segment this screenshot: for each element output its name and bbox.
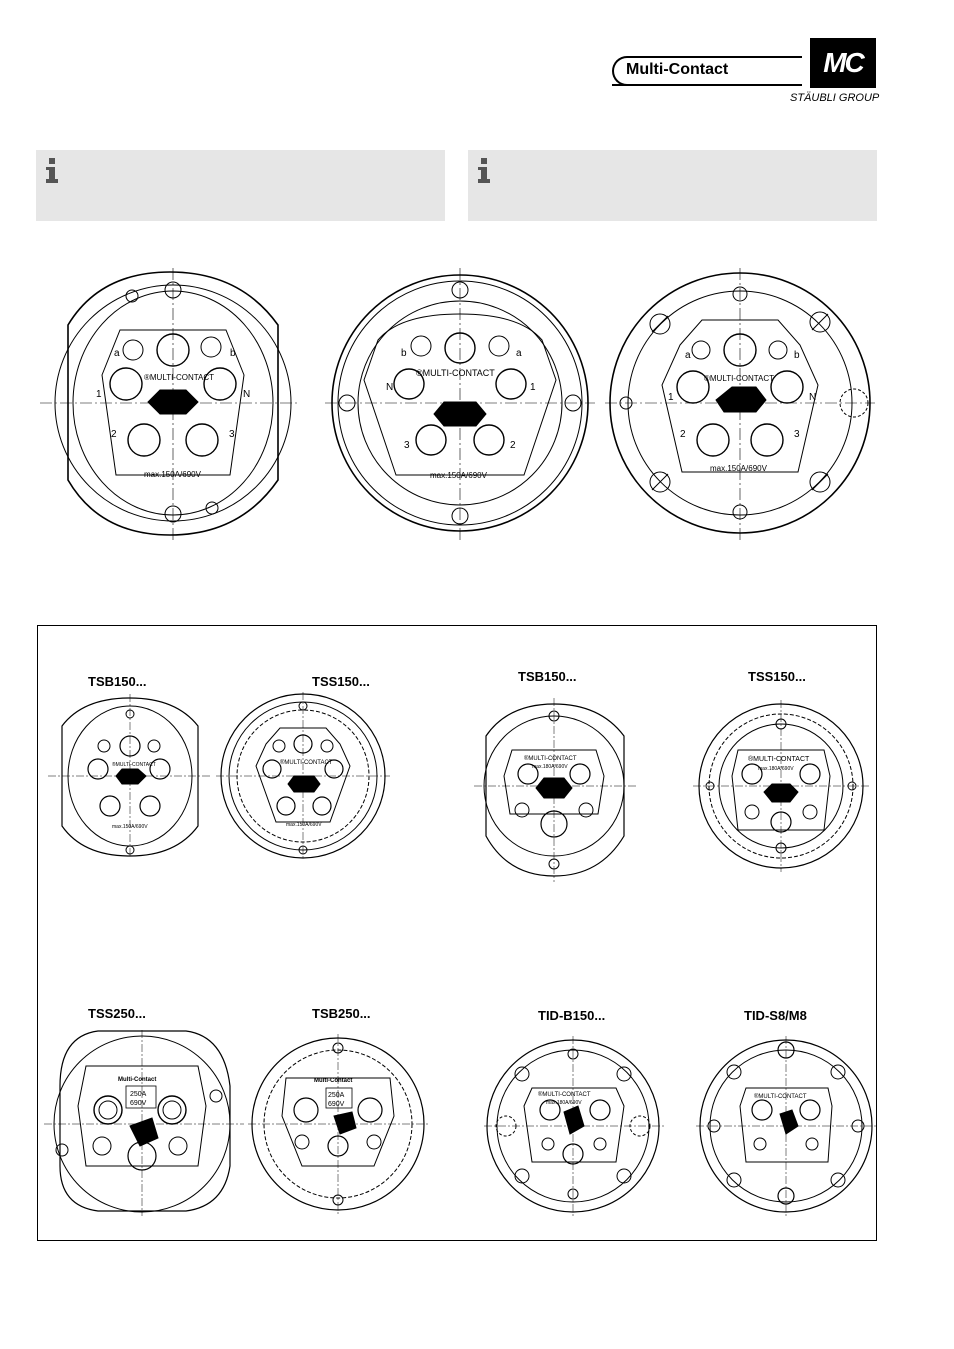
model-label-tsb250: TSB250... — [312, 1006, 371, 1021]
svg-text:690V: 690V — [130, 1100, 147, 1107]
model-label-tss250: TSS250... — [88, 1006, 146, 1021]
model-label-tsb150: TSB150... — [88, 674, 147, 689]
drawing-tss150-flange — [325, 268, 595, 540]
svg-text:max.150A/690V: max.150A/690V — [112, 824, 148, 830]
info-icon — [476, 158, 492, 184]
rating-text: max.150A/690V — [430, 471, 487, 480]
catalog-drawing-tid-b150 — [484, 1036, 664, 1216]
svg-text:690V: 690V — [328, 1101, 345, 1108]
pin-label: N — [243, 389, 251, 400]
svg-text:®MULTI-CONTACT: ®MULTI-CONTACT — [538, 1092, 591, 1098]
rating-text: max.150A/690V — [710, 464, 767, 473]
svg-text:®MULTI-CONTACT: ®MULTI-CONTACT — [524, 756, 577, 762]
pin-label: b — [230, 348, 236, 359]
catalog-drawing-tsb150-b — [474, 698, 636, 882]
svg-text:250A: 250A — [328, 1092, 345, 1099]
top-drawings — [40, 250, 920, 550]
pin-label: 2 — [111, 429, 117, 440]
pin-label: b — [401, 348, 407, 359]
model-label-tsb150-b: TSB150... — [518, 669, 577, 684]
pin-label: a — [516, 348, 522, 359]
pin-label: N — [386, 382, 394, 393]
pin-label: 1 — [668, 392, 674, 403]
svg-text:max.150A/690V: max.150A/690V — [286, 822, 322, 828]
face-text: ®MULTI-CONTACT — [144, 373, 215, 382]
pin-label: 2 — [510, 440, 516, 451]
info-icon — [44, 158, 60, 184]
model-label-tid-b150: TID-B150... — [538, 1008, 606, 1023]
brand-underline — [612, 84, 802, 86]
catalog-drawing-tsb250 — [248, 1034, 430, 1216]
catalog-drawing-tss150 — [216, 692, 390, 860]
catalog-drawings — [38, 626, 876, 1240]
catalog-drawing-tid-s8 — [696, 1036, 876, 1216]
drawing-tsb150-flange — [40, 268, 300, 540]
pin-label: 3 — [404, 440, 410, 451]
pin-label: 3 — [229, 429, 235, 440]
pin-label: N — [809, 392, 817, 403]
svg-text:Multi-Contact: Multi-Contact — [314, 1078, 353, 1084]
svg-text:®MULTI-CONTACT: ®MULTI-CONTACT — [748, 756, 810, 763]
pin-label: 2 — [680, 429, 686, 440]
catalog-drawing-tss150-b — [693, 700, 870, 872]
catalog-drawing-tsb150 — [48, 694, 210, 858]
svg-text:250A: 250A — [130, 1091, 147, 1098]
info-box-right — [468, 150, 877, 221]
svg-text:max.180A/690V: max.180A/690V — [546, 1100, 582, 1106]
svg-text:max.180A/690V: max.180A/690V — [758, 766, 794, 772]
drawing-round-flange — [605, 268, 875, 540]
svg-text:®MULTI-CONTACT: ®MULTI-CONTACT — [112, 762, 156, 768]
mc-logo: MC — [810, 38, 876, 88]
pin-label: a — [685, 350, 691, 361]
model-label-tss150: TSS150... — [312, 674, 370, 689]
brand-name: Multi-Contact — [626, 61, 729, 78]
face-text: ®MULTI-CONTACT — [704, 374, 775, 383]
face-text: ®MULTI-CONTACT — [416, 368, 495, 378]
pin-label: 1 — [530, 382, 536, 393]
model-label-tid-s8: TID-S8/M8 — [744, 1008, 807, 1023]
svg-text:max.180A/690V: max.180A/690V — [532, 764, 568, 770]
svg-text:Multi-Contact: Multi-Contact — [118, 1077, 157, 1083]
catalog-frame — [37, 625, 877, 1241]
svg-text:®MULTI-CONTACT: ®MULTI-CONTACT — [754, 1094, 807, 1100]
pin-label: 3 — [794, 429, 800, 440]
pin-label: 1 — [96, 389, 102, 400]
rating-text: max.150A/690V — [144, 470, 201, 479]
model-label-tss150-b: TSS150... — [748, 669, 806, 684]
catalog-drawing-tss250 — [44, 1030, 244, 1216]
svg-text:®MULTI-CONTACT: ®MULTI-CONTACT — [280, 760, 333, 766]
pin-label: a — [114, 348, 120, 359]
group-tagline: STÄUBLI GROUP — [790, 92, 880, 104]
info-box-left — [36, 150, 445, 221]
pin-label: b — [794, 350, 800, 361]
